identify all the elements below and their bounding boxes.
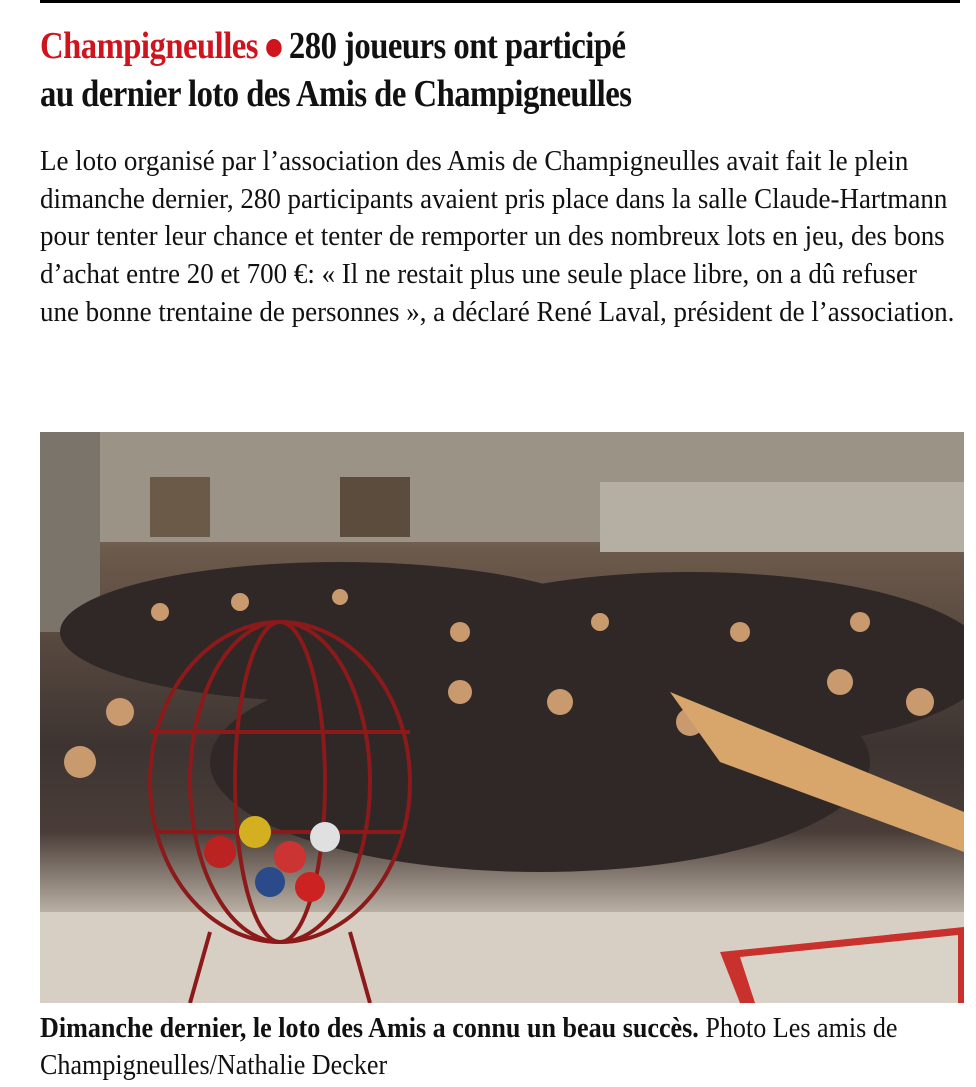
article-photo: [40, 432, 964, 1003]
article-body-text: Le loto organisé par l’association des Amis de Champigneulles avait fait le plein dimanche dernier, 280 participants avaient pris place dans la salle Claude-Hartmann pour tenter leur chance et tenter de remporter un des nombreux lots en jeu, des bons d’achat entre 20 et 700 €: « Il ne restait plus une seule place libre, on a dû refuser une bonne trentaine de personnes », a déclaré René Laval, président de l’association.: [40, 145, 955, 328]
caption-title: Dimanche dernier, le loto des Amis a connu un beau succès.: [40, 1012, 699, 1044]
headline-line-2: au dernier loto des Amis de Champigneulles: [40, 73, 632, 115]
article-body: [40, 143, 970, 332]
headline: [40, 22, 900, 118]
headline-kicker: Champigneulles: [40, 25, 258, 67]
photo-illustration: [40, 432, 964, 1003]
top-rule: [40, 0, 960, 3]
photo-caption: [40, 1010, 940, 1084]
headline-line-1: 280 joueurs ont participé: [288, 25, 626, 67]
bullet-dot-icon: [267, 39, 282, 57]
photo-credit: Photo Les amis de Champigneulles/Nathalie Decker: [40, 1012, 898, 1081]
